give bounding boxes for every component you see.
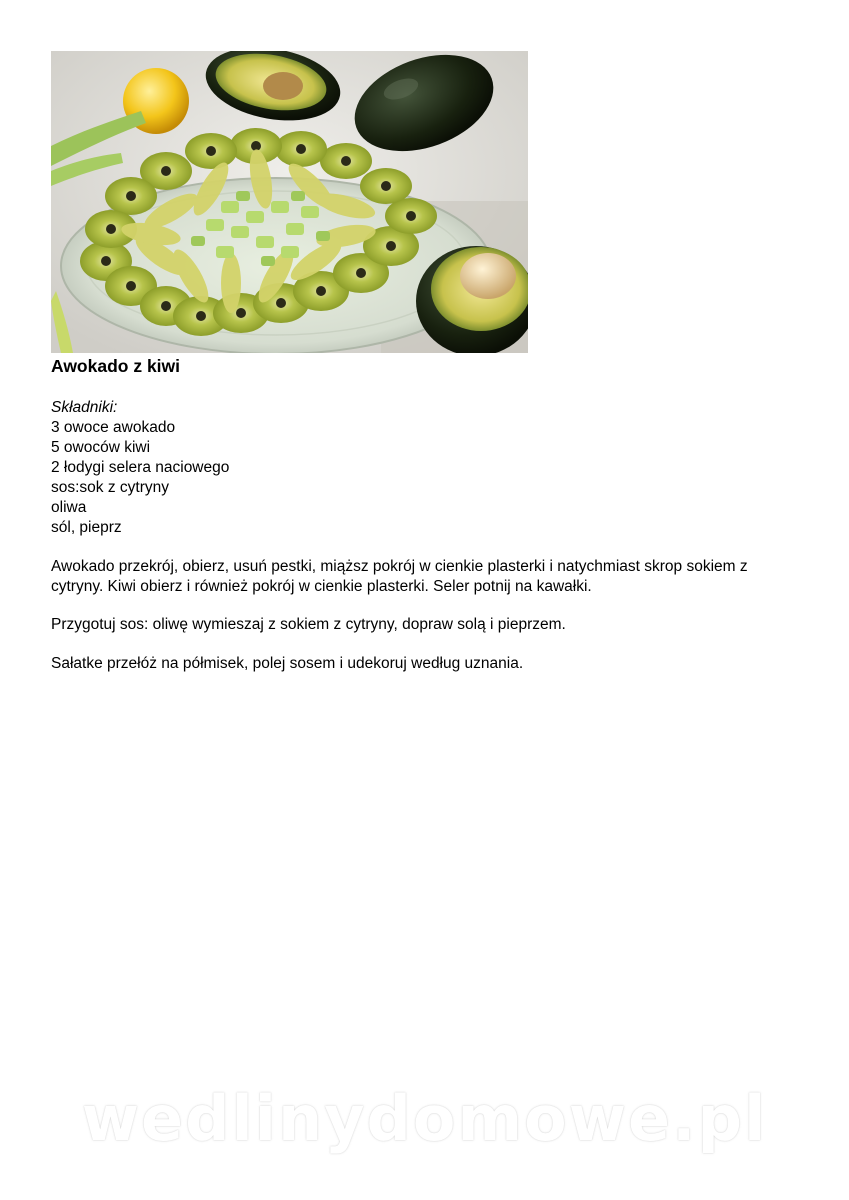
ingredients-list: [51, 398, 229, 538]
ingredient-item: sos:sok z cytryny: [51, 479, 169, 496]
ingredient-item: sól, pieprz: [51, 519, 122, 536]
serving-paragraph: Sałatke przełóż na półmisek, polej sosem i udekoruj według uznania.: [51, 655, 524, 672]
avocado-kiwi-salad-image: [51, 51, 528, 353]
ingredient-item: oliwa: [51, 499, 87, 516]
ingredients-label: Składniki:: [51, 399, 118, 416]
instructions-paragraph: Awokado przekrój, obierz, usuń pestki, miąższ pokrój w cienkie plasterki i natychmiast skrop sokiem z cytryny. Kiwi obierz i również pokrój w cienkie plasterki. Seler potnij na kawałki.: [51, 558, 748, 595]
site-watermark: wedlinydomowe.pl: [81, 1082, 768, 1155]
sauce-paragraph: Przygotuj sos: oliwę wymieszaj z sokiem z cytryny, dopraw solą i pieprzem.: [51, 616, 566, 633]
ingredient-item: 3 owoce awokado: [51, 419, 176, 436]
ingredient-item: 5 owoców kiwi: [51, 439, 151, 456]
recipe-title: Awokado z kiwi: [51, 356, 181, 376]
recipe-photo: [51, 51, 528, 353]
ingredient-item: 2 łodygi selera naciowego: [51, 459, 230, 476]
